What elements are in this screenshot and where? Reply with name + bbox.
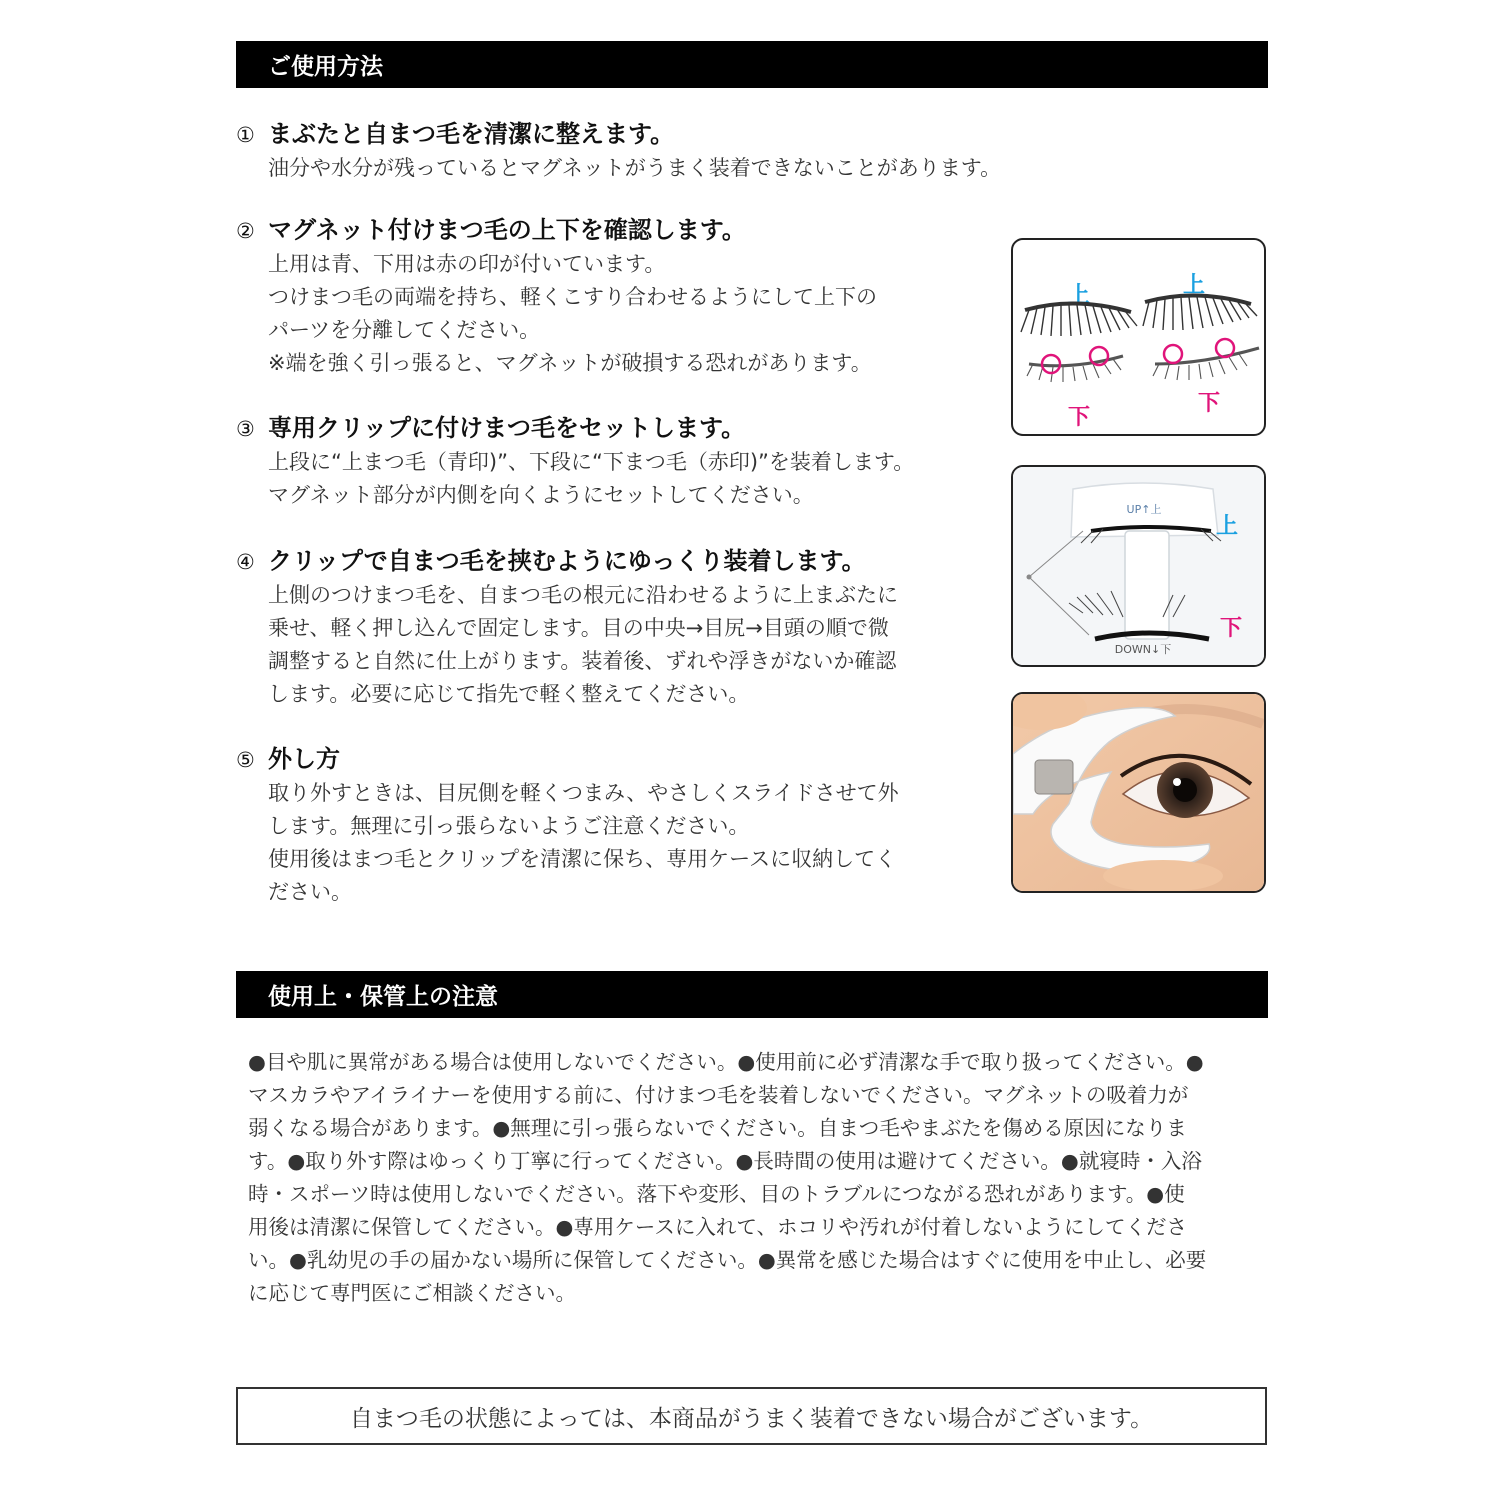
section-header-usage [236, 41, 1268, 88]
step-title: まぶたと自まつ毛を清潔に整えます。 [268, 120, 675, 148]
step-line: 上側のつけまつ毛を、自まつ毛の根元に沿わせるように上まぶたに [268, 583, 898, 607]
section-header-cautions [236, 971, 1268, 1018]
lower-label: 下 [1197, 391, 1221, 416]
step-number: ④ [236, 550, 255, 574]
clip-diagram-illustration [1013, 467, 1264, 665]
caution-line: 用後は清潔に保管してください。●専用ケースに入れて、ホコリや汚れが付着しないようにしてくださ [248, 1215, 1187, 1239]
step-line: 油分や水分が残っているとマグネットがうまく装着できないことがあります。 [268, 156, 1002, 180]
notice-text: 自まつ毛の状態によっては、本商品がうまく装着できない場合がございます。 [349, 1405, 1154, 1432]
step-line: 乗せ、軽く押し込んで固定します。目の中央→目尻→目頭の順で微 [268, 616, 889, 640]
caution-line: に応じて専門医にご相談ください。 [248, 1281, 576, 1305]
notice-box [236, 1387, 1267, 1445]
eye-clip-photo-icon [1013, 694, 1264, 891]
magnet-mark-icon [1216, 339, 1234, 357]
lash-diagram-figure [1011, 238, 1266, 436]
caution-line: ●目や肌に異常がある場合は使用しないでください。●使用前に必ず清潔な手で取り扱ってください。● [248, 1050, 1204, 1074]
step-line: ださい。 [268, 880, 352, 904]
step-title: マグネット付けまつ毛の上下を確認します。 [268, 216, 746, 244]
step-description [236, 777, 1006, 909]
step-line: 上段に“上まつ毛（青印)”、下段に“下まつ毛（赤印)”を装着します。 [268, 450, 915, 474]
step-title: 専用クリップに付けまつ毛をセットします。 [268, 414, 746, 442]
upper-label: 上 [1067, 283, 1091, 308]
step-3 [236, 412, 1006, 512]
upper-lash-icon [1021, 303, 1137, 336]
step-1 [236, 118, 1006, 185]
step-description [236, 152, 1006, 185]
step-number: ② [236, 219, 255, 243]
caution-line: 弱くなる場合があります。●無理に引っ張らないでください。自まつ毛やまぶたを傷める原因になりま [248, 1116, 1187, 1140]
step-line: 取り外すときは、目尻側を軽くつまみ、やさしくスライドさせて外 [268, 781, 899, 805]
lower-lash-icon [1153, 348, 1259, 380]
section-title: 使用上・保管上の注意 [268, 984, 498, 1010]
clip-body [1125, 531, 1169, 639]
step-description [236, 579, 1006, 711]
lower-label: 下 [1219, 616, 1243, 641]
step-title: クリップで自まつ毛を挟むようにゆっくり装着します。 [268, 547, 866, 575]
step-number: ③ [236, 417, 255, 441]
upper-label: 上 [1215, 514, 1239, 539]
lash-diagram-illustration [1013, 240, 1264, 434]
upper-label: 上 [1182, 273, 1206, 298]
step-title: 外し方 [268, 745, 340, 773]
step-4 [236, 545, 1006, 711]
clip-down-text: DOWN↓下 [1114, 643, 1172, 656]
step-number: ① [236, 123, 255, 147]
lower-label: 下 [1067, 405, 1091, 430]
section-title: ご使用方法 [268, 54, 383, 80]
step-description [236, 446, 1006, 512]
step-line: パーツを分離してください。 [268, 318, 541, 342]
caution-paragraph [248, 1046, 1268, 1310]
lower-lash-icon [1027, 356, 1123, 382]
step-line: マグネット部分が内側を向くようにセットしてください。 [268, 483, 814, 507]
step-line: ※端を強く引っ張ると、マグネットが破損する恐れがあります。 [268, 351, 872, 375]
step-number: ⑤ [236, 748, 255, 772]
magnet-mark-icon [1164, 345, 1182, 363]
step-2 [236, 214, 1006, 380]
caution-line: マスカラやアイライナーを使用する前に、付けまつ毛を装着しないでください。マグネットの吸着力が [248, 1083, 1189, 1107]
clip-up-text: UP↑上 [1126, 503, 1162, 516]
step-line: します。無理に引っ張らないようご注意ください。 [268, 814, 750, 838]
step-line: 使用後はまつ毛とクリップを清潔に保ち、専用ケースに収納してく [268, 847, 897, 871]
upper-lash-icon [1143, 295, 1257, 330]
step-line: 調整すると自然に仕上がります。装着後、ずれや浮きがないか確認 [268, 649, 897, 673]
step-line: します。必要に応じて指先で軽く整えてください。 [268, 682, 750, 706]
step-line: つけまつ毛の両端を持ち、軽くこすり合わせるようにして上下の [268, 285, 877, 309]
caution-line: 時・スポーツ時は使用しないでください。落下や変形、目のトラブルにつながる恐れがあります。●使 [248, 1182, 1185, 1206]
eye-clip-photo [1011, 692, 1266, 893]
step-5 [236, 743, 1006, 909]
step-line: 上用は青、下用は赤の印が付いています。 [268, 252, 666, 276]
caution-line: い。●乳幼児の手の届かない場所に保管してください。●異常を感じた場合はすぐに使用を中止し、必要 [248, 1248, 1207, 1272]
step-description [236, 248, 1006, 380]
clip-diagram-figure [1011, 465, 1266, 667]
caution-line: す。●取り外す際はゆっくり丁寧に行ってください。●長時間の使用は避けてください。●就寝時・入浴 [248, 1149, 1202, 1173]
